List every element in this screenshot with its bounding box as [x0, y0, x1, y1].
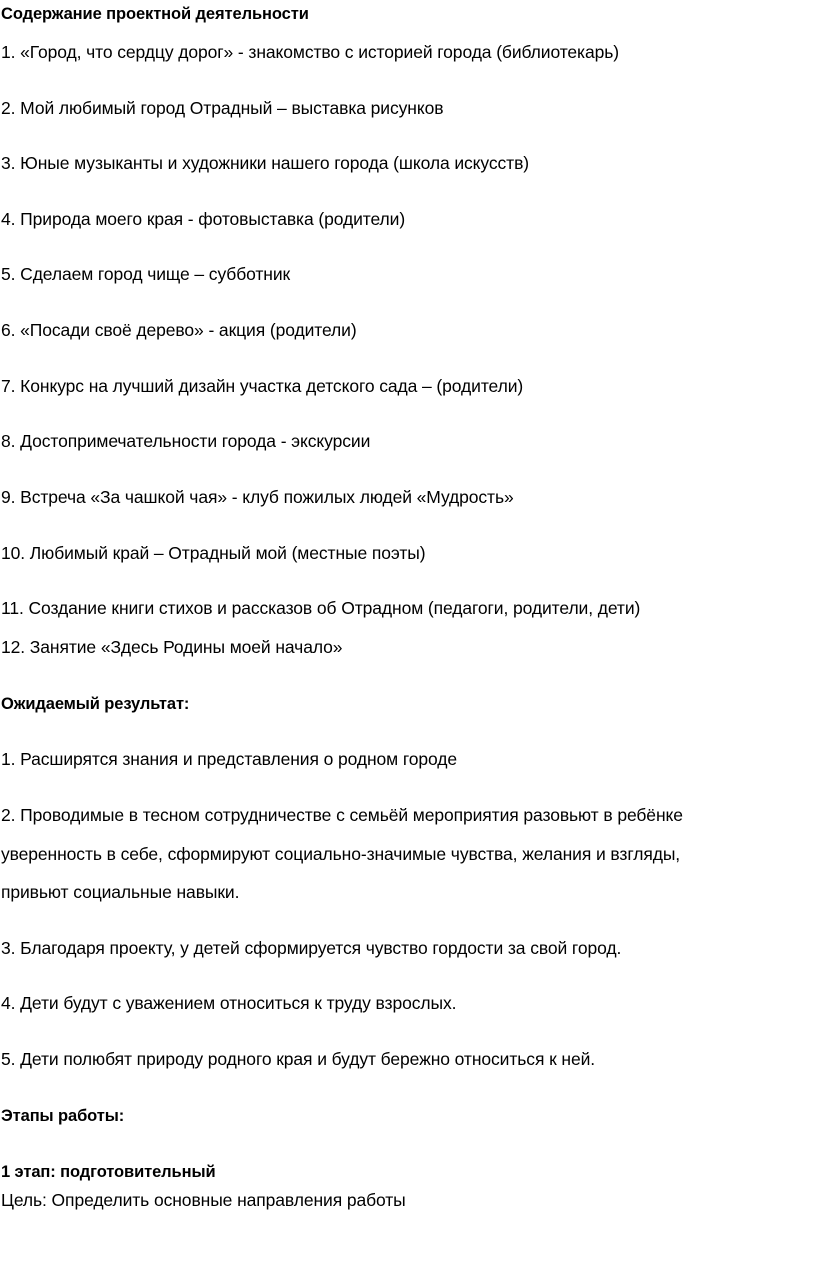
result-item: уверенность в себе, сформируют социально-значимые чувства, желания и взгляды, — [1, 844, 681, 864]
stage1-title: 1 этап: подготовительный — [1, 1163, 216, 1181]
result-item: 5. Дети полюбят природу родного края и будут бережно относиться к ней. — [1, 1049, 596, 1069]
result-item: 1. Расширятся знания и представления о родном городе — [1, 749, 458, 769]
result-heading: Ожидаемый результат: — [1, 695, 190, 713]
content-item: 10. Любимый край – Отрадный мой (местные поэты) — [1, 543, 426, 563]
content-item: 7. Конкурс на лучший дизайн участка детского сада – (родители) — [1, 376, 524, 396]
stage1-goal: Цель: Определить основные направления работы — [1, 1190, 406, 1210]
result-item: 4. Дети будут с уважением относиться к труду взрослых. — [1, 993, 457, 1013]
content-item: 2. Мой любимый город Отрадный – выставка рисунков — [1, 98, 444, 118]
content-item: 9. Встреча «За чашкой чая» - клуб пожилых людей «Мудрость» — [1, 487, 514, 507]
content-item: 12. Занятие «Здесь Родины моей начало» — [1, 637, 343, 657]
content-item: 1. «Город, что сердцу дорог» - знакомство с историей города (библиотекарь) — [1, 42, 619, 62]
content-heading: Содержание проектной деятельности — [1, 5, 309, 23]
content-item: 5. Сделаем город чище – субботник — [1, 264, 291, 284]
content-item: 3. Юные музыканты и художники нашего города (школа искусств) — [1, 153, 530, 173]
content-item: 8. Достопримечательности города - экскурсии — [1, 431, 371, 451]
result-item: 3. Благодаря проекту, у детей сформируется чувство гордости за свой город. — [1, 938, 622, 958]
content-item: 4. Природа моего края - фотовыставка (родители) — [1, 209, 406, 229]
content-item: 11. Создание книги стихов и рассказов об Отрадном (педагоги, родители, дети) — [1, 598, 641, 618]
stages-heading: Этапы работы: — [1, 1107, 125, 1125]
result-item: 2. Проводимые в тесном сотрудничестве с семьёй мероприятия разовьют в ребёнке — [1, 805, 683, 825]
content-item: 6. «Посади своё дерево» - акция (родители) — [1, 320, 357, 340]
result-item: привьют социальные навыки. — [1, 882, 240, 902]
